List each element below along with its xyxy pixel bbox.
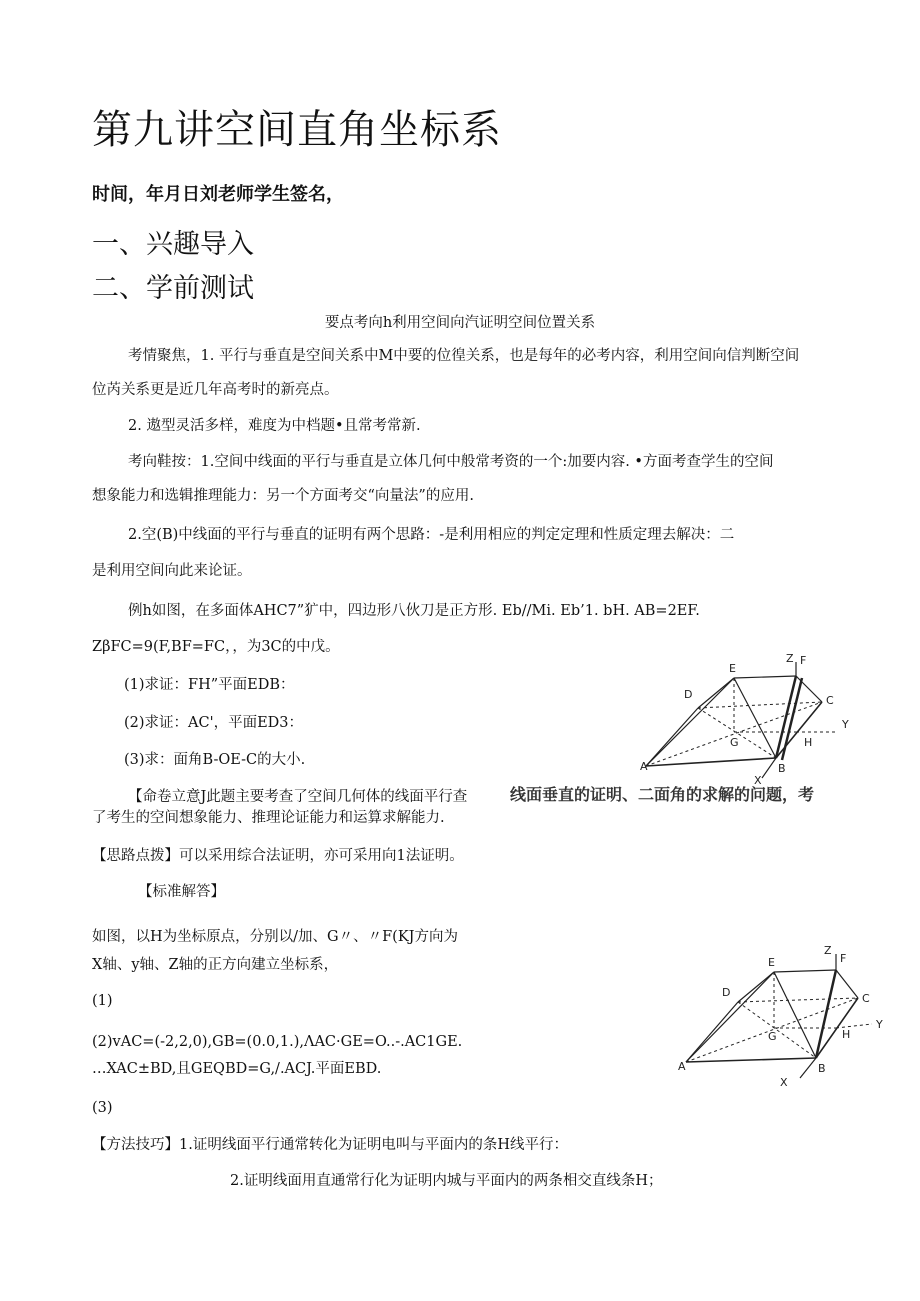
standard-answer-heading: 【标准解答】	[138, 884, 225, 900]
paragraph-1-cont: 位芮关系更是近几年高考时的新亮点。	[92, 382, 339, 398]
solution-line-1: 如图，以H为坐标原点，分别以/加、G〃、〃F(KJ方向为	[92, 929, 458, 945]
paragraph-1: 考情聚焦，1. 平行与垂直是空间关系中M中要的位徨关系，也是每年的必考内容，利用空间向信判断空间	[128, 348, 800, 364]
example-line-2: ZβFC=9(F,BF=FC，，为3C的中戊。	[92, 639, 340, 655]
label-h: H	[804, 736, 813, 749]
label-a-2: A	[678, 1060, 686, 1073]
paragraph-4: 2.空(B)中线面的平行与垂直的证明有两个思路：-是利用相应的判定定理和性质定理去解决：二	[128, 527, 735, 543]
polyhedron-figure-2	[676, 940, 888, 1088]
label-x: X	[754, 774, 762, 787]
label-x-2: X	[780, 1076, 788, 1088]
solution-part-2: (2)vAC=(-2,2,0),GB=(0.0,1.),ΛAC·GE=O..-.AC1GE.	[92, 1034, 463, 1050]
topic-heading: 要点考向h利用空间向汽证明空间位置关系	[324, 315, 596, 331]
question-2: (2)求证：AC'，平面ED3：	[124, 715, 304, 731]
label-b-2: B	[818, 1062, 826, 1075]
paragraph-2: 2. 遨型灵活多样，难度为中档题•且常考常新.	[128, 418, 421, 434]
label-c: C	[826, 694, 834, 707]
label-z: Z	[786, 652, 794, 665]
meta-line: 时间，年月日刘老师学生签名，	[92, 184, 344, 205]
section-1-heading: 一、兴趣导入	[92, 229, 254, 260]
label-y-2: Y	[876, 1018, 883, 1031]
method-tip-2: 2.证明线面用直通常行化为证明内城与平面内的两条相交直线条H；	[230, 1173, 663, 1189]
solution-line-2: X轴、y轴、Z轴的正方向建立坐标系，	[92, 957, 339, 973]
label-y: Y	[842, 718, 849, 731]
label-d: D	[684, 688, 693, 701]
label-g: G	[730, 736, 739, 749]
paragraph-4-cont: 是利用空间向此来论证。	[92, 563, 252, 579]
note-intent-line-1: 【命卷立意J此题主要考查了空间几何体的线面平行查	[128, 789, 468, 805]
page-title: 第九讲空间直角坐标系	[92, 107, 502, 153]
method-tip-1: 【方法技巧】1.证明线面平行通常转化为证明电叫与平面内的条H线平行：	[92, 1137, 568, 1153]
label-e-2: E	[768, 956, 775, 969]
question-3: (3)求：面角B-OE-C的大小.	[124, 752, 306, 768]
label-c-2: C	[862, 992, 870, 1005]
note-approach: 【思路点拨】可以采用综合法证明，亦可采用向1法证明。	[92, 848, 464, 864]
label-d-2: D	[722, 986, 731, 999]
solution-part-2-cont: …XAC±BD,且GEQBD=G,/.ACJ.平面EBD.	[92, 1061, 382, 1077]
label-h-2: H	[842, 1028, 851, 1041]
label-f-2: F	[840, 952, 847, 965]
paragraph-3-cont: 想象能力和选辑推理能力：另一个方面考交“向量法”的应用.	[92, 488, 474, 504]
note-intent-line-2: 了考生的空间想象能力、推理论证能力和运算求解能力.	[92, 810, 445, 826]
label-g-2: G	[768, 1030, 777, 1043]
label-f: F	[800, 654, 807, 667]
label-b: B	[778, 762, 786, 775]
example-line-1: 例h如图，在多面体AHC7”犷中，四边形八伙刀是正方形. Eb//Mi. Eb’1. bH. AB=2EF.	[128, 603, 700, 619]
question-1: (1)求证：FH”平面EDB：	[124, 677, 295, 693]
solution-part-1: (1)	[92, 993, 113, 1009]
paragraph-3: 考向鞋按：1.空间中线面的平行与垂直是立体几何中般常考资的一个:加要内容. •方面考查学生的空间	[128, 454, 774, 470]
label-z-2: Z	[824, 944, 832, 957]
solution-part-3: (3)	[92, 1100, 113, 1116]
polyhedron-figure-1	[636, 648, 856, 788]
label-e: E	[729, 662, 736, 675]
figure-caption-fragment: 线面垂直的证明、二面角的求解的问题，考	[510, 785, 815, 804]
label-a: A	[640, 760, 648, 773]
section-2-heading: 二、学前测试	[92, 273, 254, 304]
